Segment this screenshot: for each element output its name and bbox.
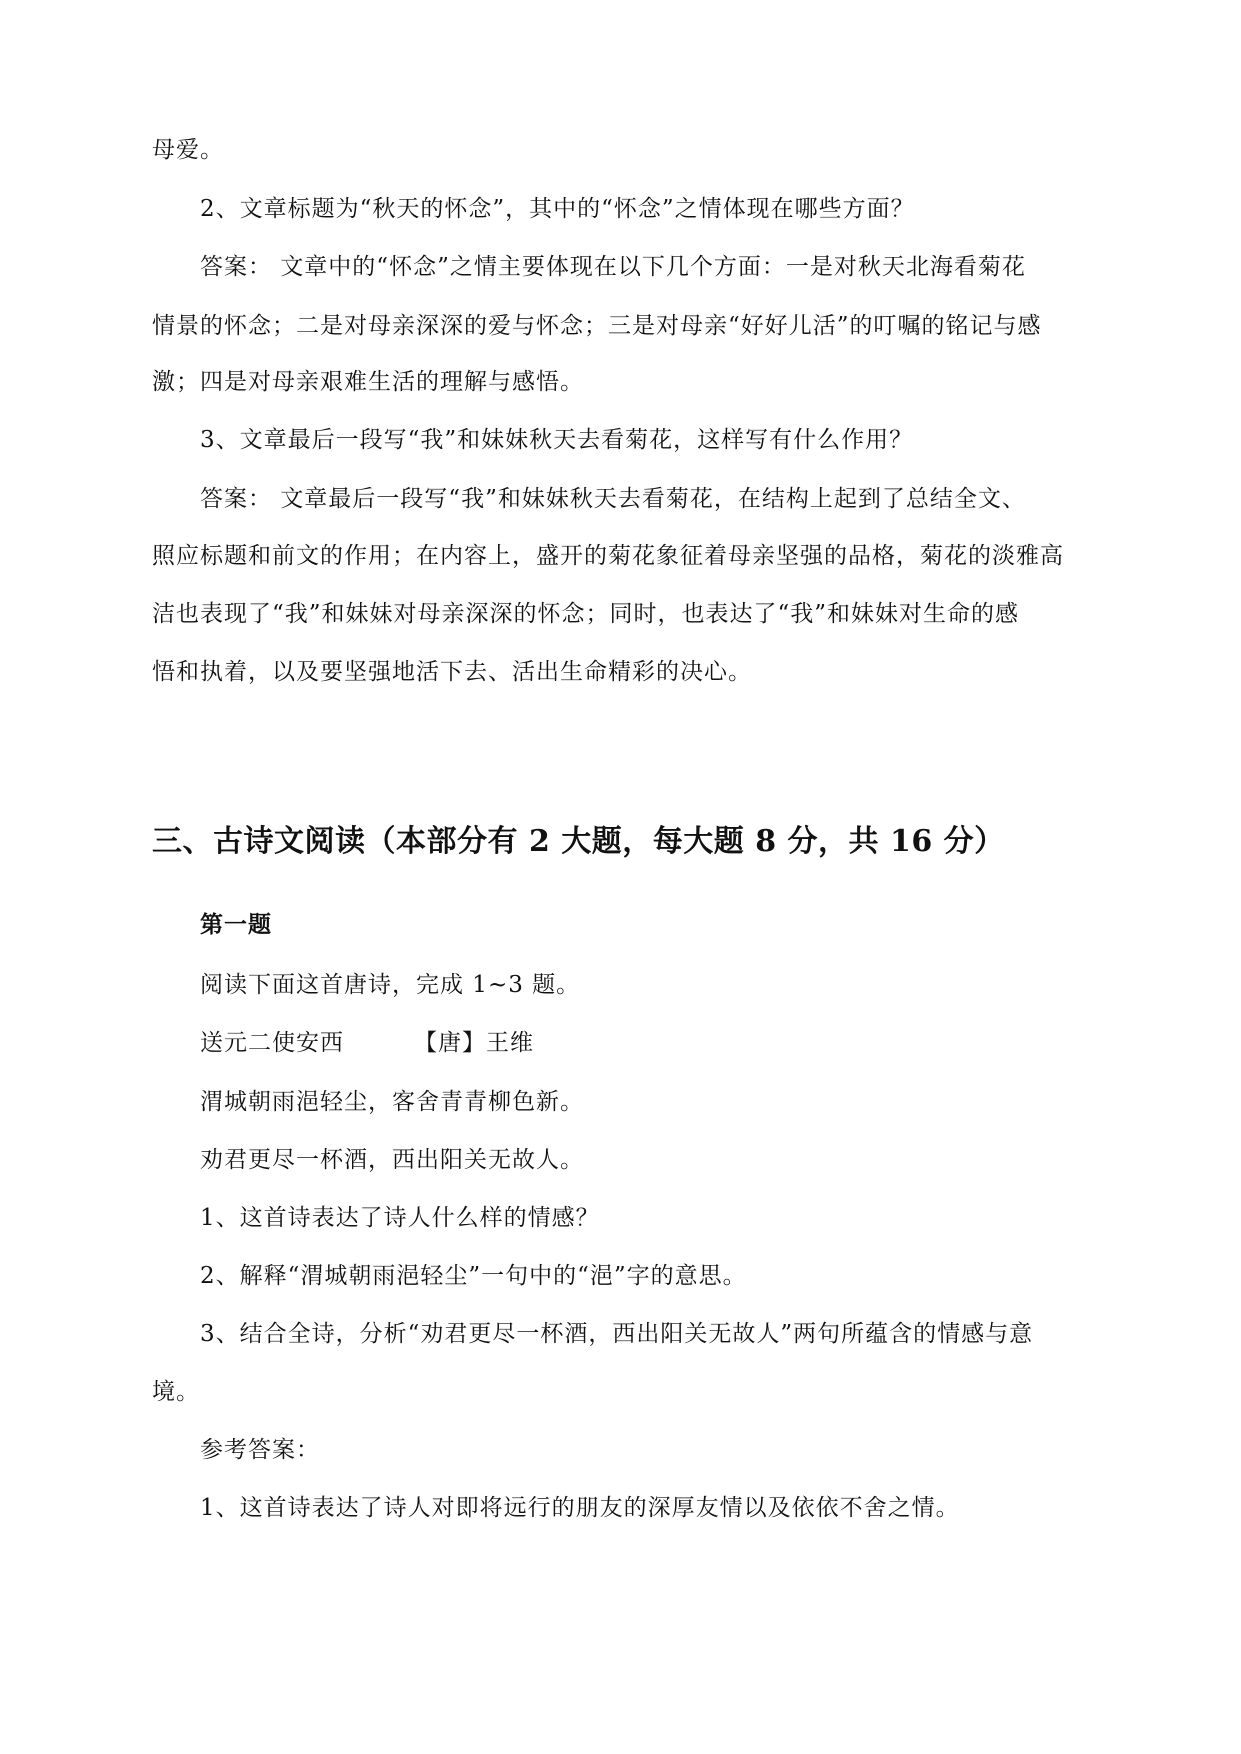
answer-3-line-4: 悟和执着，以及要坚强地活下去、活出生命精彩的决心。 [152, 659, 752, 685]
reference-answer-1: 1、这首诗表达了诗人对即将远行的朋友的深厚友情以及依依不舍之情。 [200, 1495, 960, 1521]
poem-title: 送元二使安西 [200, 1030, 344, 1056]
poem-title-row [200, 1028, 534, 1058]
poem-line-2: 劝君更尽一杯酒，西出阳关无故人。 [200, 1147, 584, 1173]
answer-2-line-1: 答案： 文章中的“怀念”之情主要体现在以下几个方面：一是对秋天北海看菊花 [200, 254, 1026, 280]
poem-line-1: 渭城朝雨浥轻尘，客舍青青柳色新。 [200, 1089, 584, 1115]
section-heading: 三、古诗文阅读（本部分有 2 大题，每大题 8 分，共 16 分） [152, 824, 1005, 859]
answer-2-line-2: 情景的怀念；二是对母亲深深的爱与怀念；三是对母亲“好好儿活”的叮嘱的铭记与感 [152, 313, 1042, 339]
paragraph-line: 母爱。 [152, 137, 224, 163]
poem-question-2: 2、解释“渭城朝雨浥轻尘”一句中的“浥”字的意思。 [200, 1263, 747, 1289]
subheading: 第一题 [200, 911, 272, 938]
poem-question-1: 1、这首诗表达了诗人什么样的情感？ [200, 1205, 600, 1231]
poem-question-3-line-1: 3、结合全诗，分析“劝君更尽一杯酒，西出阳关无故人”两句所蕴含的情感与意 [200, 1321, 1034, 1347]
poem-author: 【唐】王维 [414, 1030, 534, 1056]
answer-3-line-1: 答案： 文章最后一段写“我”和妹妹秋天去看菊花，在结构上起到了总结全文、 [200, 486, 1026, 512]
answer-3-line-3: 洁也表现了“我”和妹妹对母亲深深的怀念；同时，也表达了“我”和妹妹对生命的感 [152, 601, 1020, 627]
answer-3-line-2: 照应标题和前文的作用；在内容上，盛开的菊花象征着母亲坚强的品格，菊花的淡雅高 [152, 543, 1064, 569]
answer-2-line-3: 激；四是对母亲艰难生活的理解与感悟。 [152, 369, 584, 395]
reference-answer-label: 参考答案： [200, 1437, 320, 1463]
question-3: 3、文章最后一段写“我”和妹妹秋天去看菊花，这样写有什么作用？ [200, 427, 914, 453]
question-2: 2、文章标题为“秋天的怀念”，其中的“怀念”之情体现在哪些方面？ [200, 196, 915, 222]
poem-question-3-line-2: 境。 [152, 1379, 200, 1405]
instruction: 阅读下面这首唐诗，完成 1~3 题。 [200, 972, 581, 998]
